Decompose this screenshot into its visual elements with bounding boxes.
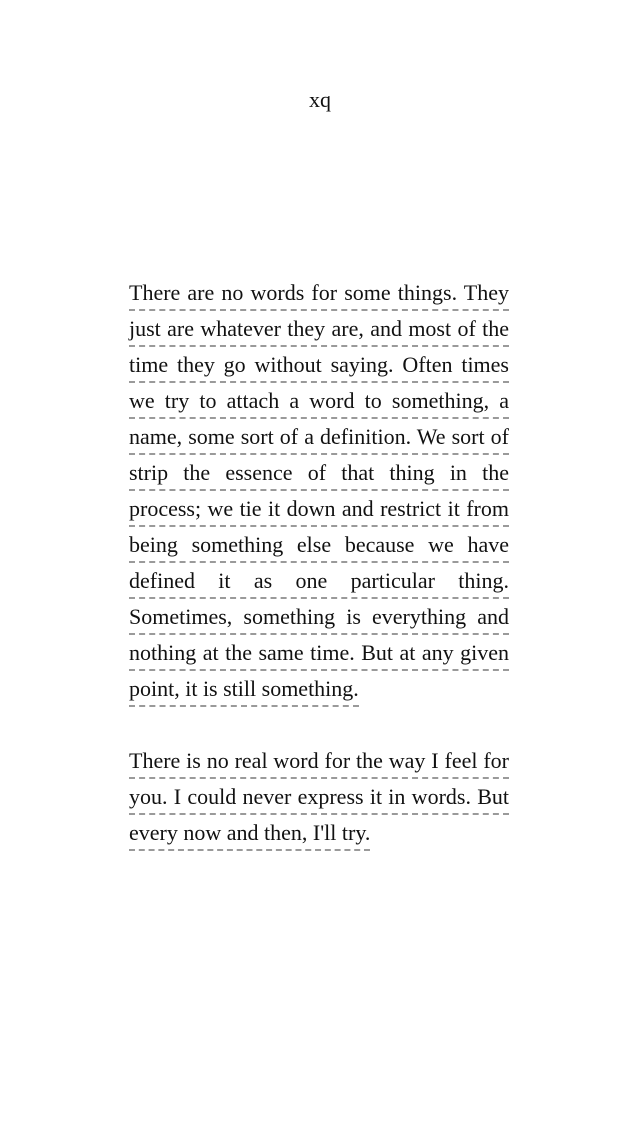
post-title: xq (309, 87, 331, 112)
paragraph-1-text: There are no words for some things. They just are whatever they are, and most of the time they go without saying. Often times we try to attach a word to something, a name, some sort of a definition. We sort of strip the essence of that thing in the process; we tie it down and restrict it from being something else because we have defined it as one particular thing. Sometimes, something is everything and nothing at the same time. But at any given point, it is still something. (129, 280, 509, 707)
paragraph-2-text: There is no real word for the way I feel for you. I could never express it in words. But every now and then, I'll try. (129, 748, 509, 851)
paragraph-1 (129, 275, 509, 707)
post-body (129, 275, 509, 887)
paragraph-2 (129, 743, 509, 851)
